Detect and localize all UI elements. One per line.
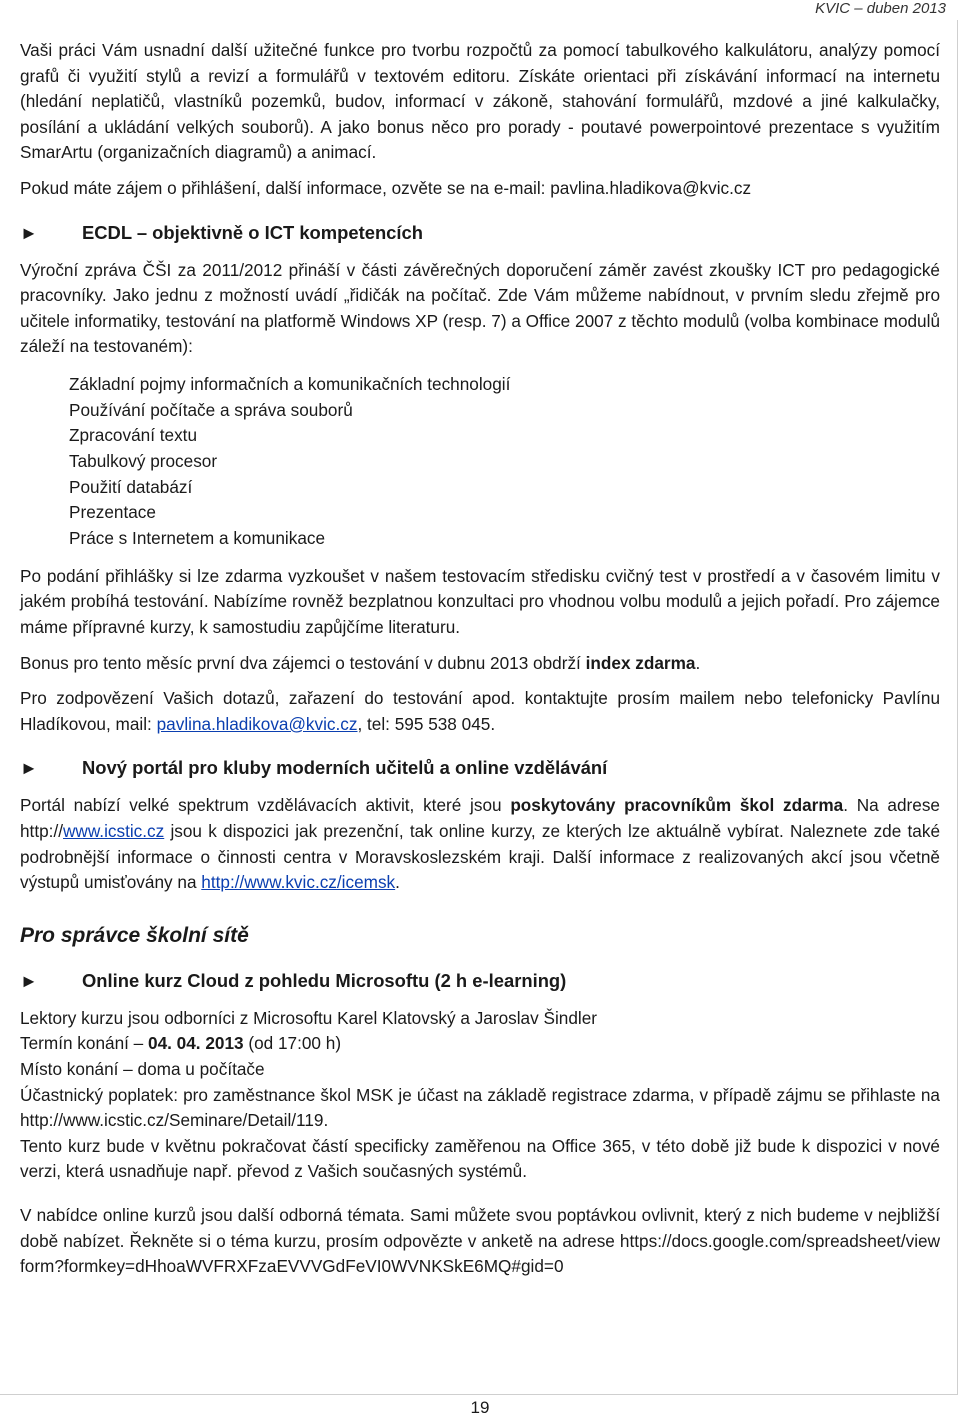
date-time: (od 17:00 h) [243, 1033, 342, 1054]
list-item: Prezentace [69, 502, 156, 523]
cloud-continuation: Tento kurz bude v květnu pokračovat částí specificky zaměřenou na Office 365, v této době již bude k dispozici v nové verzi, která usnadňuje např. převod z Vašich současných systémů. [20, 1135, 940, 1182]
cloud-lectors: Lektory kurzu jsou odborníci z Microsoftu Karel Klatovský a Jaroslav Šindler [20, 1007, 597, 1028]
module-list [69, 372, 940, 552]
bonus-text: Bonus pro tento měsíc první dva zájemci o testování v dubnu 2013 obdrží [20, 652, 586, 673]
cloud-title: Online kurz Cloud z pohledu Microsoftu (2 h e-learning) [82, 969, 567, 991]
list-item: Použití databází [69, 476, 193, 497]
portal-text: Portál nabízí velké spektrum vzdělávacích aktivit, které jsou [20, 795, 511, 816]
portal-paragraph [20, 793, 940, 895]
bullet-triangle-icon: ► [20, 758, 38, 779]
portal-text: . Na adrese http:// [20, 795, 940, 842]
list-item: Tabulkový procesor [69, 451, 218, 472]
bonus-end: . [695, 652, 701, 673]
date-label: Termín konání – [20, 1033, 149, 1054]
intro-paragraph: Vaši práci Vám usnadní další užitečné funkce pro tvorbu rozpočtů za pomocí tabulkového kalkulátoru, analýzy pomocí grafů či využití stylů a revizí a formulářů v textovém editoru. Získáte orientaci při získávání informací na internetu (hledání neplatičů, vlastníků pozemků, budov, informací v zákoně, stahování formulářů, mzdové a jiné kalkulačky, posílání a ukládání velkých souborů). A jako bonus něco pro porady - poutavé powerpointové prezentace s využitím SmarArtu (organizačních diagramů) a animací. [20, 40, 940, 163]
contact-text: Pro zodpovězení Vašich dotazů, zařazení do testování apod. kontaktujte prosím mailem nebo telefonicky Pavlínu Hladíkovou, mail: [20, 688, 940, 734]
bullet-triangle-icon: ► [20, 970, 38, 991]
ecdl-title: ECDL – objektivně o ICT kompetencích [82, 221, 423, 243]
cloud-date [20, 1031, 940, 1057]
contact-phone: , tel: 595 538 045. [357, 713, 496, 734]
portal-text: . [395, 872, 400, 893]
portal-heading [20, 755, 940, 781]
cloud-place: Místo konání – doma u počítače [20, 1058, 265, 1079]
intro-contact: Pokud máte zájem o přihlášení, další informace, ozvěte se na e-mail: pavlina.hladikova@kvic.cz [20, 177, 752, 198]
ecdl-trial-paragraph: Po podání přihlášky si lze zdarma vyzkoušet v našem testovacím středisku cvičný test v prostředí a v časovém limitu v jakém probíhá testování. Nabízíme rovněž bezplatnou konzultaci pro vhodnou volbu modulů a jejich pořadí. Pro zájemce máme přípravné kurzy, k samostudiu zapůjčíme literaturu. [20, 565, 940, 638]
kvic-icemsk-link[interactable]: http://www.kvic.cz/icemsk [201, 872, 396, 893]
ecdl-contact-paragraph [20, 686, 940, 737]
bonus-highlight: index zdarma [585, 652, 696, 673]
list-item: Základní pojmy informačních a komunikačních technologií [69, 373, 511, 394]
portal-text: jsou k dispozici jak prezenční, tak online kurzy, ze kterých lze aktuálně vybírat. Naleznete zde také podrobnější informace o činnosti centra v Moravskoslezském kraji. Další informace z realizovaných akcí jsou včetně výstupů umisťovány na [20, 821, 940, 893]
section-title: Pro správce školní sítě [20, 923, 249, 947]
ecdl-heading [20, 220, 940, 246]
cloud-offer: V nabídce online kurzů jsou další odborná témata. Sami můžete svou poptávkou ovlivnit, který z nich budeme v nejbližší době nabízet. Řekněte si o téma kurzu, prosím odpovězte v anketě na adrese https://docs.google.com/spreadsheet/viewform?formkey=dHhoaWVFRXFzaEVVVGdFeVI0WVNKSkE6MQ#gid=0 [20, 1204, 940, 1277]
list-item: Zpracování textu [69, 425, 198, 446]
date-value: 04. 04. 2013 [148, 1033, 244, 1054]
cloud-heading [20, 968, 940, 994]
portal-highlight: poskytovány pracovníkům škol zdarma [510, 795, 844, 816]
ecdl-paragraph: Výroční zpráva ČŠI za 2011/2012 přináší v části závěrečných doporučení záměr zavést zkoušky ICT pro pedagogické pracovníky. Jako jednu z možností uvádí „řidičák na počítač. Zde Vám můžeme nabídnout, v prvním sledu zřejmě pro učitele informatiky, testování na platformě Windows XP (resp. 7) a Office 2007 z těchto modulů (volba kombinace modulů záleží na testovaném): [20, 259, 940, 357]
cloud-fee: Účastnický poplatek: pro zaměstnance škol MSK je účast na základě registrace zdarma, v případě zájmu se přihlaste na http://www.icstic.cz/Seminare/Detail/119. [20, 1084, 940, 1131]
page-number: 19 [470, 1398, 490, 1417]
document-body [20, 38, 940, 1280]
running-header: KVIC – duben 2013 [815, 0, 946, 17]
email-link[interactable]: pavlina.hladikova@kvic.cz [156, 713, 358, 734]
icstic-link[interactable]: www.icstic.cz [63, 821, 165, 842]
list-item: Práce s Internetem a komunikace [69, 528, 326, 549]
ecdl-bonus-paragraph [20, 651, 940, 677]
portal-title: Nový portál pro kluby moderních učitelů a online vzdělávání [82, 757, 608, 779]
bullet-triangle-icon: ► [20, 222, 38, 243]
list-item: Používání počítače a správa souborů [69, 399, 353, 420]
